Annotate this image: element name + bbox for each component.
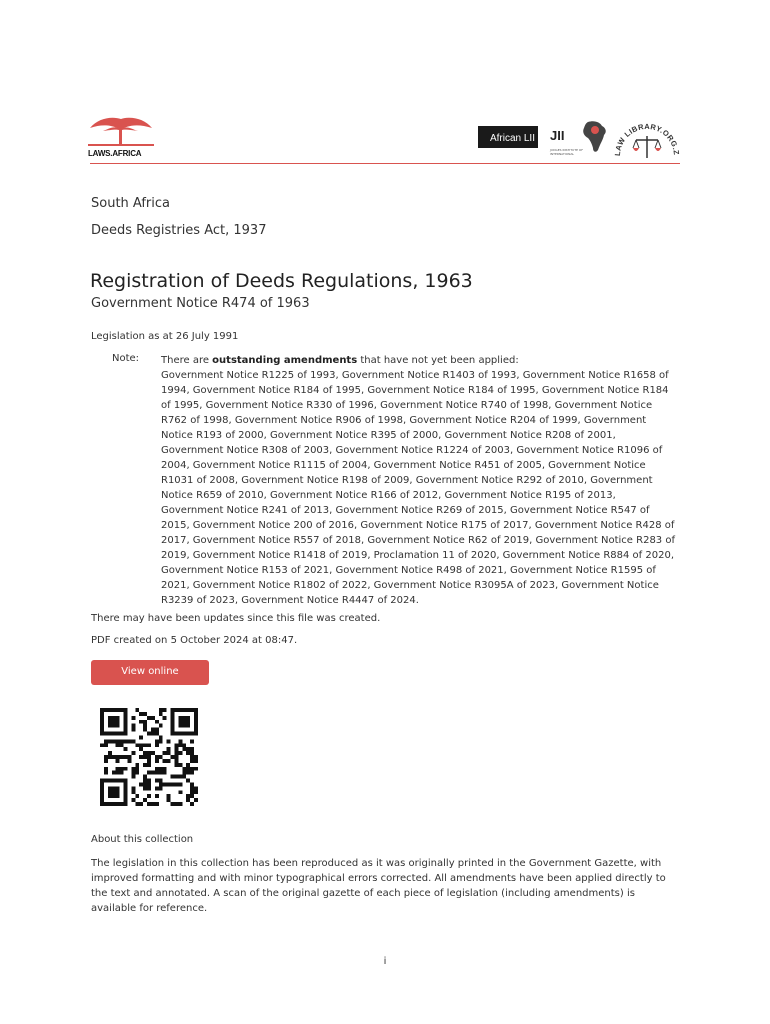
tree-icon bbox=[88, 114, 154, 150]
laws-africa-logo bbox=[88, 114, 154, 160]
about-heading: About this collection bbox=[91, 834, 194, 845]
law-library-logo bbox=[612, 112, 682, 164]
parent-act: Deeds Registries Act, 1937 bbox=[91, 223, 267, 238]
note-intro-before: There are bbox=[161, 355, 213, 366]
page-title: Registration of Deeds Regulations, 1963 bbox=[90, 270, 473, 292]
laws-africa-brand: LAWS.AFRICA bbox=[88, 149, 142, 158]
qr-code-modules bbox=[100, 708, 198, 806]
page-number: i bbox=[383, 956, 387, 967]
page-subtitle: Government Notice R474 of 1963 bbox=[91, 296, 310, 311]
jii-logo-subtitle: JUDGES INSTITUTE OF INTERNATIONAL bbox=[550, 148, 584, 156]
african-lii-logo: African LII bbox=[478, 126, 538, 148]
jii-logo-text: JII bbox=[550, 128, 565, 143]
about-body: The legislation in this collection has been reproduced as it was originally printed in the Government Gazette, with improved formatting and with minor typographical errors corrected. All amendments have been applied directly to the text and annotated. A scan of the original gazette of each piece of legislation (including amendments) is available for reference. bbox=[91, 858, 666, 914]
africa-map-icon bbox=[582, 120, 608, 154]
amendments-list: Government Notice R1225 of 1993, Government Notice R1403 of 1993, Government Notice R1658 of 1994, Government Notice R184 of 1995, Government Notice R184 of 1995, Government Notice R184 of 1995, Government Notice R330 of 1996, Government Notice R740 of 1998, Government Notice R762 of 1998, Government Notice R906 of 1998, Government Notice R204 of 1999, Government Notice R193 of 2000, Government Notice R395 of 2000, Government Notice R208 of 2001, Government Notice R308 of 2003, Government Notice R1224 of 2003, Government Notice R1096 of 2004, Government Notice R1115 of 2004, Government Notice R451 of 2005, Government Notice R1031 of 2008, Government Notice R198 of 2009, Government Notice R292 of 2010, Government Notice R659 of 2010, Government Notice R166 of 2012, Government Notice R195 of 2013, Government Notice R241 of 2013, Government Notice R269 of 2015, Government Notice R547 of 2015, Government Notice 200 of 2016, Government Notice R175 of 2017, Government Notice R428 of 2017, Government Notice R557 of 2018, Government Notice R62 of 2019, Government Notice R283 of 2019, Government Notice R1418 of 2019, Proclamation 11 of 2020, Government Notice R884 of 2020, Government Notice R153 of 2021, Government Notice R498 of 2021, Government Notice R1595 of 2021, Government Notice R1802 of 2022, Government Notice R3095A of 2023, Government Notice R3239 of 2023, Government Notice R4447 of 2024. bbox=[161, 370, 675, 606]
header-divider bbox=[90, 163, 680, 164]
partner-logos bbox=[476, 112, 682, 164]
qr-code-icon[interactable] bbox=[100, 708, 198, 806]
pdf-created-date: PDF created on 5 October 2024 at 08:47. bbox=[91, 635, 298, 646]
updates-note: There may have been updates since this file was created. bbox=[91, 613, 381, 624]
view-online-button[interactable]: View online bbox=[91, 660, 209, 685]
country: South Africa bbox=[91, 196, 170, 211]
note-body bbox=[161, 353, 681, 608]
law-library-logo-text: LAW LIBRARY.ORG.Z bbox=[612, 121, 682, 157]
legislation-date: Legislation as at 26 July 1991 bbox=[91, 331, 239, 342]
outstanding-amendments-label: outstanding amendments bbox=[212, 355, 358, 366]
note-intro-after: that have not yet been applied: bbox=[357, 355, 519, 366]
note-label: Note: bbox=[112, 353, 140, 364]
